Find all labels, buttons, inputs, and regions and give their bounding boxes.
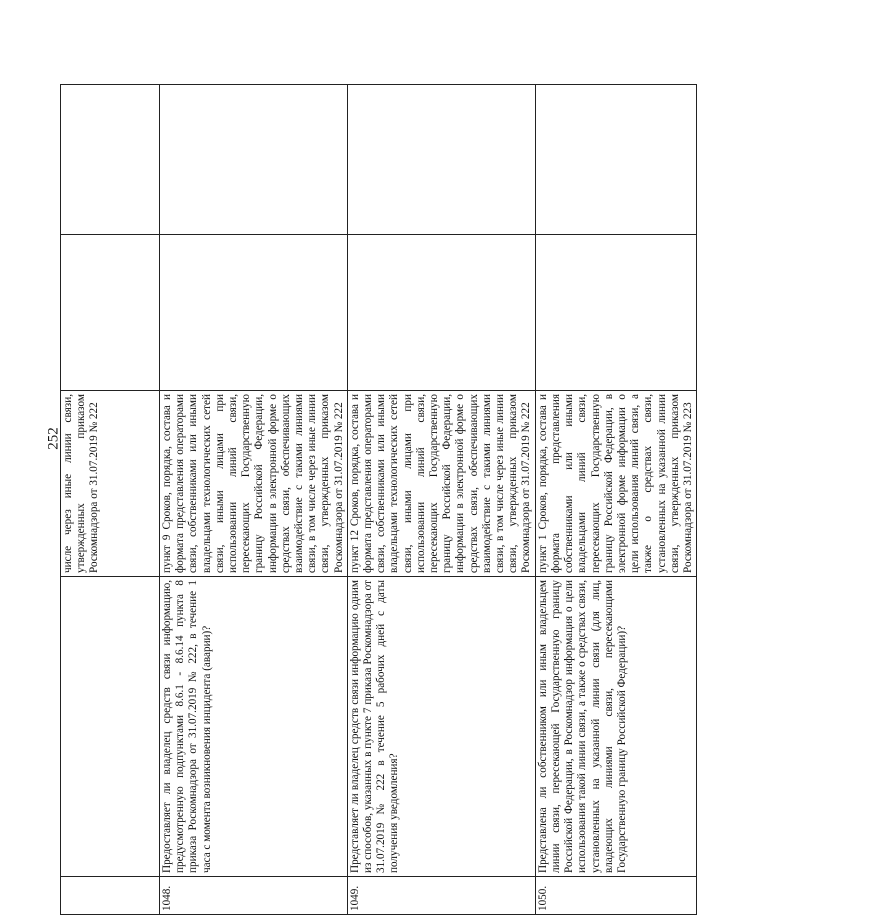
row-ref: пункт 9 Сроков, порядка, состава и формата представления операторами связи, собственниками или иными владельцами технологических сетей связи, иными лицами при использовании линий связи, пересекающих Государственную границу Российской Федерации, информации в электронной форме о средствах связи, обеспечивающих взаимодействие с такими линиями связи, в том числе через иные линии связи, утвержденных приказом Роскомнадзора от 31.07.2019 № 222 <box>160 391 348 577</box>
cell-answer-b <box>61 85 160 235</box>
cell-answer-a <box>160 235 348 391</box>
row-question: Предоставляет ли владелец средств связи информацию, предусмотренную подпунктами 8.6.1 - 8.6.14 пункта 8 приказа Роскомнадзора от 31.07.2019 № 222, в течение 1 часа с момента возникновения инцидента (аварии)? <box>160 577 348 877</box>
cell-answer-a <box>347 235 535 391</box>
table-row <box>535 85 696 915</box>
row-ref: пункт 1 Сроков, порядка, состава и формата представления собственниками или иными владельцами линий связи, пересекающих Государственную границу Российской Федерации, в электронной форме информации о цели использования линий связи, а также о средствах связи, установленных на указанной линии связи, утвержденных приказом Роскомнадзора от 31.07.2019 № 223 <box>535 391 696 577</box>
table-row <box>160 85 348 915</box>
row-ref: пункт 12 Сроков, порядка, состава и формата представления операторами связи, собственниками или иными владельцами технологических сетей связи, иными лицами при использовании линий связи, пересекающих Государственную границу Российской Федерации, информации в электронной форме о средствах связи, обеспечивающих взаимодействие с такими линиями связи, в том числе через иные линии связи, утвержденных приказом Роскомнадзора от 31.07.2019 № 222 <box>347 391 535 577</box>
cell-ref: числе через иные линии связи, утвержденных приказом Роскомнадзора от 31.07.2019 № 222 <box>61 391 160 577</box>
cell-answer-a <box>535 235 696 391</box>
rotated-table-wrapper <box>60 85 890 911</box>
row-number: 1050. <box>535 877 696 915</box>
row-number: 1048. <box>160 877 348 915</box>
cell-answer-a <box>61 235 160 391</box>
cell-question <box>61 577 160 877</box>
row-question: Представляет ли владелец средств связи информацию одним из способов, указанных в пункте 7 приказа Роскомнадзора от 31.07.2019 № 222 в течение 5 рабочих дней с даты получения уведомления? <box>347 577 535 877</box>
row-question: Представлена ли собственником или иным владельцем линии связи, пересекающей Государственную границу Российской Федерации, в Роскомнадзор информация о цели использования такой линии связи, а также о средствах связи, установленных на указанной линии связи (для лиц, владеющих линиями связи, пересекающими Государственную границу Российской Федерации)? <box>535 577 696 877</box>
rotated-table <box>60 85 694 915</box>
checklist-table <box>60 84 697 915</box>
cell-num <box>61 877 160 915</box>
cell-answer-b <box>160 85 348 235</box>
table-row <box>347 85 535 915</box>
table-row <box>61 85 160 915</box>
cell-answer-b <box>347 85 535 235</box>
cell-answer-b <box>535 85 696 235</box>
row-number: 1049. <box>347 877 535 915</box>
page-number: 252 <box>45 427 62 450</box>
